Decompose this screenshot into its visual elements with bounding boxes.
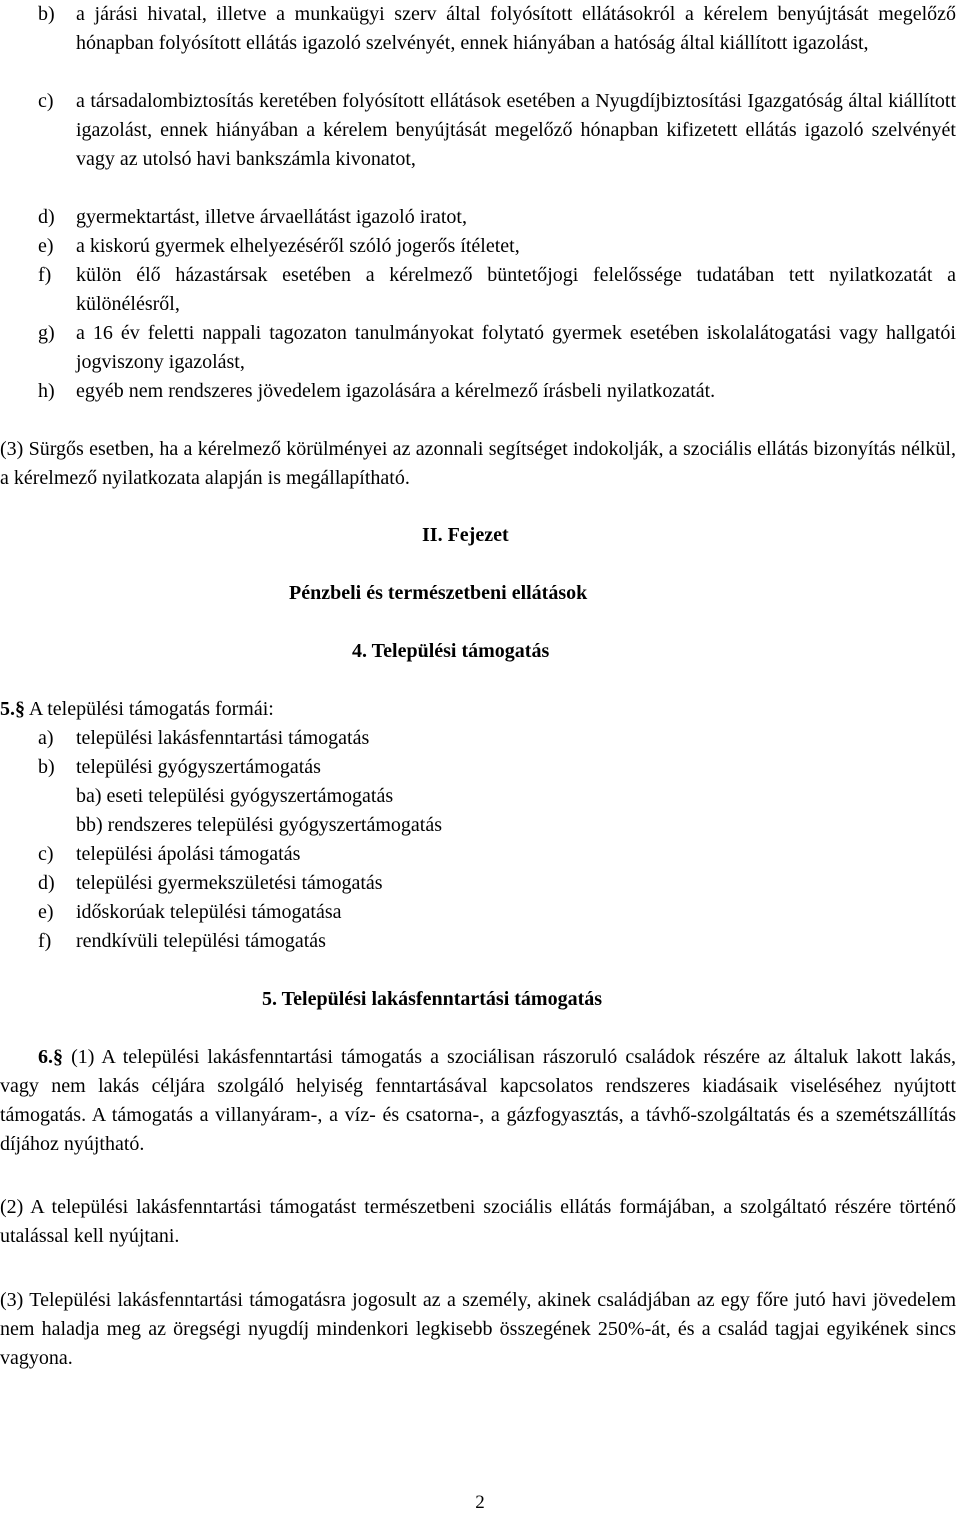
list-item-e <box>38 232 956 261</box>
section-5-intro <box>0 695 274 724</box>
list-item-c <box>38 87 956 174</box>
list-label: e) <box>38 901 54 923</box>
list-text: a kiskorú gyermek elhelyezéséről szóló jogerős ítéletet, <box>76 235 520 257</box>
list-item-g <box>38 319 956 377</box>
list-text: települési lakásfenntartási támogatás <box>76 727 370 749</box>
list-label: c) <box>38 90 54 112</box>
chapter-title: Pénzbeli és természetbeni ellátások <box>289 582 588 604</box>
section-sign: § <box>53 1046 63 1068</box>
list-item-d <box>38 203 956 232</box>
list-text: települési gyermekszületési támogatás <box>76 872 383 894</box>
list-label: b) <box>38 756 55 778</box>
list-label: h) <box>38 380 55 402</box>
section-6-paragraph-1 <box>0 1043 956 1159</box>
list-text: egyéb nem rendszeres jövedelem igazolására a kérelmező írásbeli nyilatkozatát. <box>76 380 716 402</box>
page-number: 2 <box>475 1492 485 1513</box>
list-item <box>38 724 442 753</box>
chapter-heading: II. Fejezet <box>422 524 509 546</box>
section-heading-5: 5. Települési lakásfenntartási támogatás <box>262 988 603 1010</box>
list-item-f <box>38 261 956 319</box>
list-item <box>38 753 442 782</box>
list-text: bb) rendszeres települési gyógyszertámogatás <box>76 814 442 836</box>
list-label: g) <box>38 322 55 344</box>
section-5-intro-text: A települési támogatás formái: <box>28 698 274 720</box>
list-text: gyermektartást, illetve árvaellátást igazoló iratot, <box>76 206 467 228</box>
list-label: f) <box>38 930 52 952</box>
section-number: 5. <box>0 698 15 720</box>
list-text: rendkívüli települési támogatás <box>76 930 326 952</box>
list-text: külön élő házastársak esetében a kérelmező büntetőjogi felelőssége tudatában tett nyilatkozatát a különélésről, <box>76 264 956 315</box>
support-forms-list <box>38 724 442 956</box>
list-text: a 16 év feletti nappali tagozaton tanulmányokat folytató gyermek esetében iskolalátogatási vagy hallgatói jogviszony igazolást, <box>76 322 956 373</box>
list-label: e) <box>38 235 54 257</box>
list-label: b) <box>38 3 55 25</box>
section-6-paragraph-3: (3) Települési lakásfenntartási támogatásra jogosult az a személy, akinek családjában az egy főre jutó havi jövedelem nem haladja meg az öregségi nyugdíj mindenkori legkisebb összegének 250%-át, és a család tagjai egyikének sincs vagyona. <box>0 1289 956 1369</box>
list-text: települési ápolási támogatás <box>76 843 301 865</box>
list-text: időskorúak települési támogatása <box>76 901 342 923</box>
paragraph-3: (3) Sürgős esetben, ha a kérelmező körülményei az azonnali segítséget indokolják, a szociális ellátás bizonyítás nélkül, a kérelmező nyilatkozata alapján is megállapítható. <box>0 438 956 489</box>
section-sign: § <box>15 698 25 720</box>
list-label: d) <box>38 206 55 228</box>
list-text: települési gyógyszertámogatás <box>76 756 321 778</box>
list-item <box>38 898 442 927</box>
list-item-h <box>38 377 956 406</box>
list-label: a) <box>38 727 54 749</box>
list-item-b <box>38 0 956 58</box>
list-item <box>38 840 442 869</box>
list-label: c) <box>38 843 54 865</box>
list-item <box>38 869 442 898</box>
sub-list-item <box>38 811 442 840</box>
list-text: ba) eseti települési gyógyszertámogatás <box>76 785 394 807</box>
list-text: a járási hivatal, illetve a munkaügyi szerv által folyósított ellátásokról a kérelem benyújtását megelőző hónapban folyósított ellátás igazoló szelvényét, ennek hiányában a hatóság által kiállított igazolást, <box>76 3 956 54</box>
section-heading-4: 4. Települési támogatás <box>352 640 550 662</box>
section-6-text: (1) A települési lakásfenntartási támogatás a szociálisan rászoruló családok részére az általuk lakott lakás, vagy nem lakás céljára szolgáló helyiség fenntartásával kapcsolatos rendszeres kiadásaik viseléséhez nyújtott támogatás. A támogatás a villanyáram-, a víz- és csatorna-, a gázfogyasztás, a távhő-szolgáltatás és a szemétszállítás díjához nyújtható. <box>0 1046 957 1155</box>
section-6-paragraph-2: (2) A települési lakásfenntartási támogatást természetbeni szociális ellátás formájában, a szolgáltató részére történő utalással kell nyújtani. <box>0 1196 956 1247</box>
section-number: 6. <box>38 1046 53 1068</box>
list-label: d) <box>38 872 55 894</box>
list-label: f) <box>38 264 52 286</box>
list-item <box>38 927 442 956</box>
list-text: a társadalombiztosítás keretében folyósított ellátások esetében a Nyugdíjbiztosítási Igazgatóság által kiállított igazolást, ennek hiányában a kérelem benyújtását megelőző hónapban kifizetett ellátás igazoló szelvényét vagy az utolsó havi bankszámla kivonatot, <box>76 90 956 170</box>
sub-list-item <box>38 782 442 811</box>
